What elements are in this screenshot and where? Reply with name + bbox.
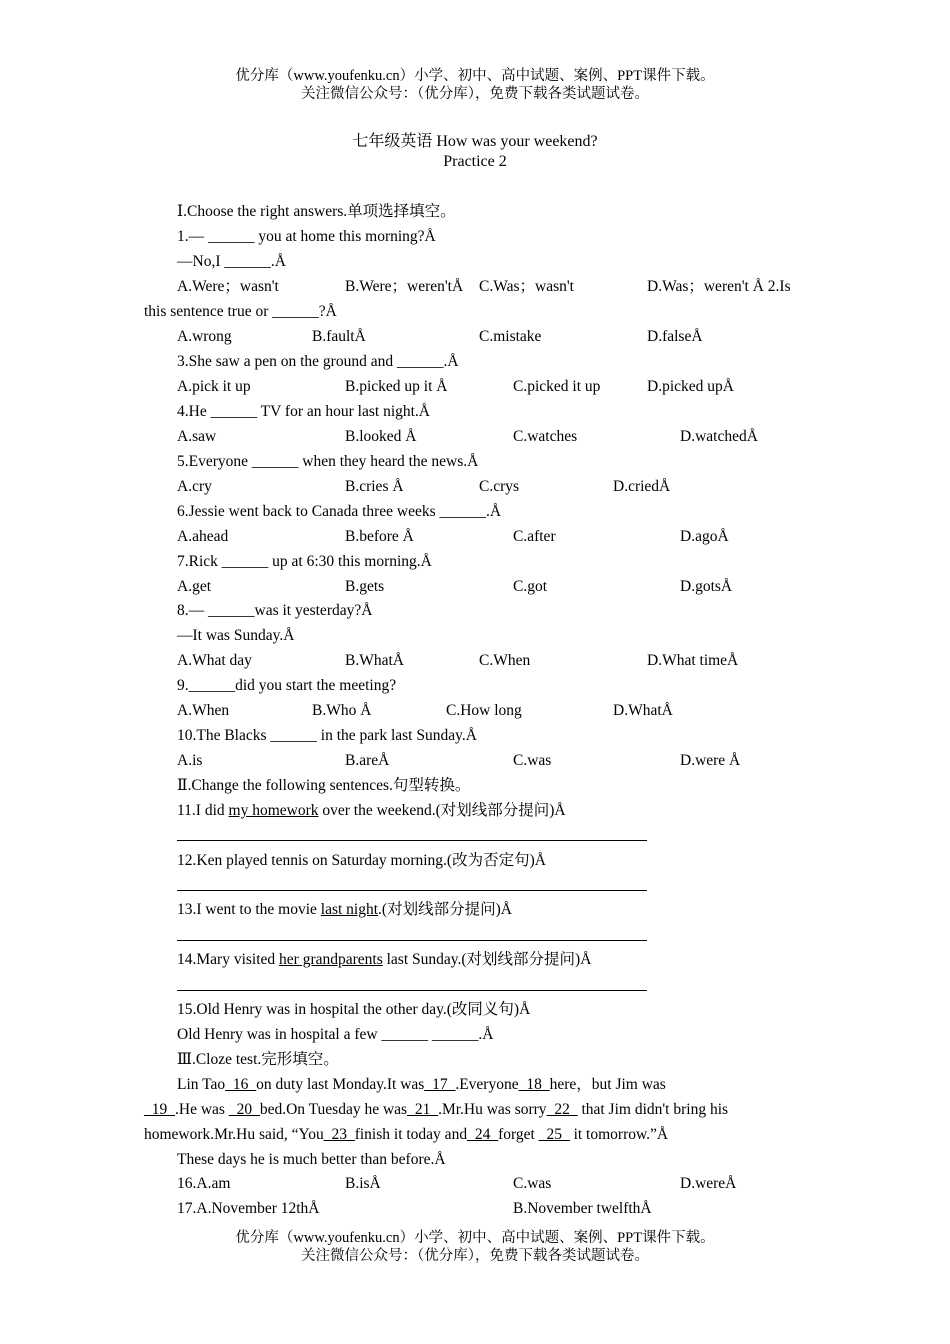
blank-18: _18_ [518,1076,550,1093]
option-a: A.What day [177,652,252,669]
option-d: D.agoÅ [680,528,729,545]
question-2-options [177,327,817,347]
cloze-paragraph-line-1: Lin Tao_16_on duty last Monday.It was_17_.Everyone_18_here，but Jim was [177,1076,666,1093]
question-9: 9.______did you start the meeting? [177,677,397,694]
option-b: B.November twelfthÅ [513,1200,652,1217]
option-a: 16.A.am [177,1175,231,1192]
question-8-answer-line: —It was Sunday.Å [177,627,295,644]
page-header-line2: 关注微信公众号：（优分库），免费下载各类试题试卷。 [301,86,649,102]
page-footer-line1: 优分库（www.youfenku.cn）小学、初中、高中试题、案例、PPT课件下载。 [235,1230,715,1246]
document-title: 七年级英语 How was your weekend? [352,133,598,150]
option-d: D.WhatÅ [613,702,673,719]
question-12: 12.Ken played tennis on Saturday morning.(改为否定句)Å [177,852,546,869]
answer-line-11[interactable] [177,840,647,841]
page-footer-line2: 关注微信公众号：（优分库），免费下载各类试题试卷。 [301,1248,649,1264]
option-a: A.saw [177,428,217,445]
cloze-paragraph-line-4: These days he is much better than before.Å [177,1151,446,1168]
option-d: D.What timeÅ [647,652,739,669]
answer-line-14[interactable] [177,990,647,991]
blank-17: _17_ [424,1076,456,1093]
blank-20: _20_ [228,1101,260,1118]
question-11: 11.I did my homework over the weekend.(对划线部分提问)Å [177,802,566,819]
question-5: 5.Everyone ______ when they heard the news.Å [177,453,479,470]
question-1: 1.— ______ you at home this morning?Å [177,228,436,245]
option-c: C.after [513,528,556,545]
option-c: C.When [479,652,531,669]
cloze-paragraph-line-3: homework.Mr.Hu said, “You_23_finish it today and_24_forget _25_ it tomorrow.”Å [144,1126,669,1143]
option-b: B.gets [345,578,385,595]
option-d: D.criedÅ [613,478,671,495]
option-d: D.Was；weren't Å 2.Is [647,278,791,295]
underlined-phrase: my homework [228,802,319,819]
section-1-heading: Ⅰ.Choose the right answers.单项选择填空。 [177,203,456,220]
option-d: D.falseÅ [647,328,703,345]
option-d: D.wereÅ [680,1175,737,1192]
answer-line-12[interactable] [177,890,647,891]
blank-21: _21_ [407,1101,439,1118]
option-b: B.isÅ [345,1175,381,1192]
option-d: D.watchedÅ [680,428,758,445]
question-14: 14.Mary visited her grandparents last Sunday.(对划线部分提问)Å [177,951,592,968]
question-15: 15.Old Henry was in hospital the other day.(改同义句)Å [177,1001,531,1018]
blank-19: _19_ [144,1101,175,1118]
question-1-answer-line: —No,I ______.Å [177,253,286,270]
option-b: B.before Å [345,528,414,545]
question-3-options [177,377,817,397]
blank-22: _22_ [546,1101,578,1118]
option-b: B.Were；weren'tÅ [345,278,464,295]
option-a: A.cry [177,478,212,495]
question-16-options [177,1174,817,1194]
option-c: C.got [513,578,548,595]
question-1-options [177,277,817,297]
option-c: C.mistake [479,328,542,345]
option-b: B.cries Å [345,478,404,495]
option-c: C.How long [446,702,522,719]
option-c: C.Was；wasn't [479,278,574,295]
option-b: B.faultÅ [312,328,366,345]
option-a: A.get [177,578,212,595]
blank-23: _23_ [323,1126,355,1143]
option-b: B.areÅ [345,752,390,769]
option-d: D.picked upÅ [647,378,734,395]
question-3: 3.She saw a pen on the ground and ______.Å [177,353,459,370]
option-c: C.crys [479,478,520,495]
option-a: A.wrong [177,328,232,345]
question-8: 8.— ______was it yesterday?Å [177,602,373,619]
question-15-answer: Old Henry was in hospital a few ______ ______.Å [177,1026,494,1043]
option-a: A.When [177,702,230,719]
question-4: 4.He ______ TV for an hour last night.Å [177,403,430,420]
blank-25: _25_ [538,1126,570,1143]
answer-line-13[interactable] [177,940,647,941]
option-d: D.were Å [680,752,741,769]
option-c: C.was [513,752,552,769]
question-8-options [177,651,817,671]
section-2-heading: Ⅱ.Change the following sentences.句型转换。 [177,777,471,794]
option-b: B.looked Å [345,428,417,445]
option-b: B.WhatÅ [345,652,404,669]
option-a: A.Were；wasn't [177,278,279,295]
page-header-line1: 优分库（www.youfenku.cn）小学、初中、高中试题、案例、PPT课件下载。 [235,68,715,84]
option-a: A.is [177,752,203,769]
question-7-options [177,577,817,597]
blank-16: _16_ [225,1076,257,1093]
question-2-continued: this sentence true or ______?Å [144,303,337,320]
underlined-phrase: her grandparents [279,951,383,968]
question-13: 13.I went to the movie last night.(对划线部分提问)Å [177,901,512,918]
question-6-options [177,527,817,547]
section-3-heading: Ⅲ.Cloze test.完形填空。 [177,1051,339,1068]
option-a: A.ahead [177,528,229,545]
option-c: C.picked it up [513,378,601,395]
question-7: 7.Rick ______ up at 6:30 this morning.Å [177,553,432,570]
question-9-options [177,701,817,721]
option-a: 17.A.November 12thÅ [177,1200,320,1217]
option-c: C.watches [513,428,578,445]
question-5-options [177,477,817,497]
option-b: B.Who Å [312,702,372,719]
question-17-options [177,1199,817,1219]
document-subtitle: Practice 2 [443,153,507,170]
question-6: 6.Jessie went back to Canada three weeks ______.Å [177,503,502,520]
option-c: C.was [513,1175,552,1192]
cloze-paragraph-line-2: _19_.He was _20_bed.On Tuesday he was_21_.Mr.Hu was sorry_22_ that Jim didn't bring his [144,1101,729,1118]
option-d: D.gotsÅ [680,578,733,595]
option-a: A.pick it up [177,378,251,395]
blank-24: _24_ [467,1126,499,1143]
option-b: B.picked up it Å [345,378,448,395]
question-10: 10.The Blacks ______ in the park last Sunday.Å [177,727,477,744]
underlined-phrase: last night [320,901,379,918]
question-4-options [177,427,817,447]
question-10-options [177,751,817,771]
